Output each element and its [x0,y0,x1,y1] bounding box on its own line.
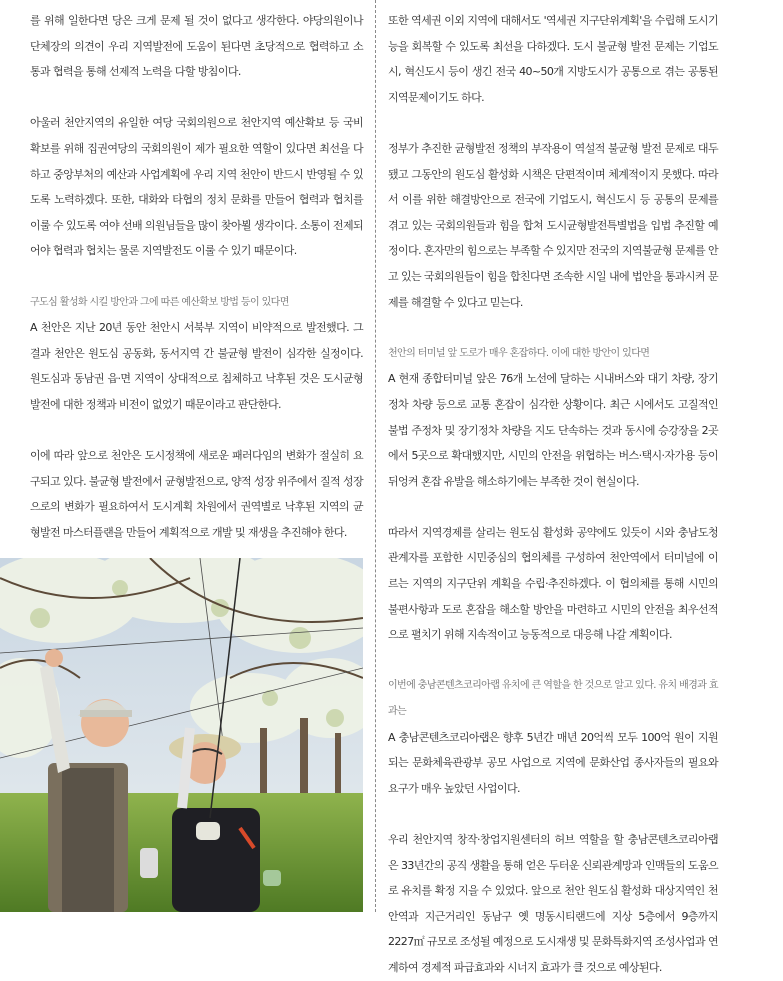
orchard-photo [0,558,363,912]
left-column [30,8,363,545]
paragraph: 아울러 천안지역의 유일한 여당 국회의원으로 천안지역 예산확보 등 국비확보를 위해 집권여당의 국회의원이 제가 필요한 역할이 있다면 최선을 다하고 중앙부처의 예산과 사업계획에 우리 지역 천안이 반드시 반영될 수 있도록 노력하겠다. 또한, 대화와 타협의 정치 문화를 만들어 협력과 협치를 이룰 수 있도록 여야 선배 의원님들을 많이 찾아뵐 생각이다. 소통이 전제되어야 협력과 협치는 물론 지역발전도 이룰 수 있기 때문이다. [30,116,363,258]
column-divider [375,0,376,912]
paragraph: 또한 역세권 이외 지역에 대해서도 '역세권 지구단위계획'을 수립해 도시기능을 회복할 수 있도록 최선을 다하겠다. 도시 불균형 발전 문제는 기업도시, 혁신도시 등이 생긴 전국 40~50개 지방도시가 공통으로 겪는 공통된 지역문제이기도 하다. [388,14,718,104]
paragraph: 우리 천안지역 창작·창업지원센터의 허브 역할을 할 충남콘텐츠코리아랩은 33년간의 공직 생활을 통해 얻은 두터운 신뢰관계망과 인맥들의 도움으로 유치를 확정 지을 수 있었다. 앞으로 천안 원도심 활성화 대상지역인 천안역과 지근거리인 동남구 옛 명동시티랜드에 지상 5층에서 9층까지 2227㎡ 규모로 조성될 예정으로 도시재생 및 문화특화지역 조성사업과 연계하여 경제적 파급효과와 시너지 효과가 클 것으로 예상된다. [388,833,718,974]
answer-paragraph: A 충남콘텐츠코리아랩은 향후 5년간 매년 20억씩 모두 100억 원이 지원되는 문화체육관광부 공모 사업으로 지역에 문화산업 종사자들의 필요와 요구가 매우 높았던 사업이다. [388,730,718,795]
answer-paragraph: A 천안은 지난 20년 동안 천안시 서북부 지역이 비약적으로 발전했다. 그 결과 천안은 원도심 공동화, 동서지역 간 불균형 발전이 심각한 실정이다. 원도심과 동남권 읍·면 지역이 상대적으로 침체하고 낙후된 것은 도시균형발전에 대한 정책과 비전이 없었기 때문이라고 판단한다. [30,321,363,411]
answer-paragraph: A 현재 종합터미널 앞은 76개 노선에 달하는 시내버스와 대기 차량, 장기정차 차량 등으로 교통 혼잡이 심각한 상황이다. 최근 시에서도 고질적인 불법 주정차 및 장기정차 차량을 지도 단속하는 것과 동시에 승강장을 2곳에서 5곳으로 확대했지만, 시민의 안전을 위협하는 버스·택시·자가용 등이 뒤엉켜 혼잡 유발을 해소하기에는 부족한 것이 현실이다. [388,372,718,488]
question-heading: 구도심 활성화 시킬 방안과 그에 따른 예산확보 방법 등이 있다면 [30,296,289,308]
paragraph: 이에 따라 앞으로 천안은 도시정책에 새로운 패러다임의 변화가 절실히 요구되고 있다. 불균형 발전에서 균형발전으로, 양적 성장 위주에서 질적 성장으로의 변화가 필요하여서 도시계획 차원에서 권역별로 낙후된 지역의 균형발전 마스터플랜을 만들어 계획적으로 개발 및 재생을 추진해야 한다. [30,449,363,539]
question-heading: 이번에 충남콘텐츠코리아랩 유치에 큰 역할을 한 것으로 알고 있다. 유치 배경과 효과는 [388,680,718,718]
paragraph: 따라서 지역경제를 살리는 원도심 활성화 공약에도 있듯이 시와 충남도청 관계자를 포함한 시민중심의 협의체를 구성하여 천안역에서 터미널에 이르는 지역의 지구단위 계획을 수립·추진하겠다. 이 협의체를 통해 시민의 불편사항과 도로 혼잡을 해소할 방안을 마련하고 시민의 안전을 최우선적으로 펼치기 위해 지속적이고 능동적으로 대응해 나갈 계획이다. [388,525,718,642]
paragraph: 정부가 추진한 균형발전 정책의 부작용이 역설적 불균형 발전 문제로 대두됐고 그동안의 원도심 활성화 시책은 단편적이며 체계적이지 못했다. 따라서 이를 위한 해결방안으로 전국에 기업도시, 혁신도시 등 공통의 문제를 겪고 있는 국회의원들과 힘을 합쳐 도시균형발전특별법을 입법 추진할 예정이다. 혼자만의 힘으로는 부족할 수 있지만 전국의 지역불균형 문제를 안고 있는 국회의원들이 힘을 합친다면 조속한 시일 내에 법안을 통과시켜 문제를 해결할 수 있다고 믿는다. [388,141,718,309]
paragraph: 를 위해 일한다면 당은 크게 문제 될 것이 없다고 생각한다. 야당의원이나 단체장의 의견이 우리 지역발전에 도움이 된다면 초당적으로 협력하고 소통과 협력을 통해 선제적 노력을 다할 방침이다. [30,14,363,79]
right-column [388,8,718,981]
question-heading: 천안의 터미널 앞 도로가 매우 혼잡하다. 이에 대한 방안이 있다면 [388,347,650,359]
